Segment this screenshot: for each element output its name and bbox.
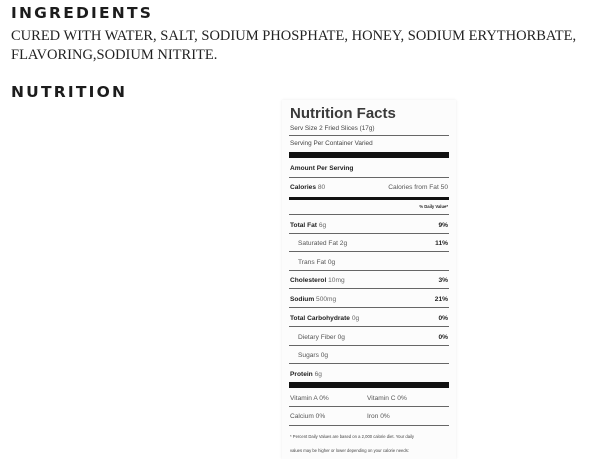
nutrient-amount: 0g: [327, 259, 336, 266]
vitamin-a: Vitamin A 0%: [290, 395, 329, 402]
divider: [289, 251, 449, 252]
amount-per-serving: Amount Per Serving: [290, 165, 354, 172]
calcium: Calcium 0%: [290, 413, 326, 420]
vitamin-c: Vitamin C 0%: [367, 395, 407, 402]
ingredients-text: CURED WITH WATER, SALT, SODIUM PHOSPHATE, HONEY, SODIUM ERYTHORBATE, FLAVORING,SODIUM NITRITE.: [11, 28, 577, 63]
nutrient-label: Sodium: [290, 296, 315, 303]
calories-from-fat-label: Calories from Fat: [388, 184, 439, 191]
divider-thick: [289, 152, 449, 158]
footnote-line-2: values may be higher or lower depending on your calorie needs:: [290, 448, 409, 453]
nutrient-row-sodium: [290, 296, 336, 303]
calories-from-fat-value: 50: [440, 184, 448, 191]
servings-per-container: Serving Per Container Varied: [290, 140, 373, 147]
nutrient-amount: 0g: [337, 334, 345, 341]
nutrient-row-cholesterol: [290, 277, 345, 284]
divider: [289, 288, 449, 289]
nutrient-label: Total Fat: [290, 222, 317, 229]
calories-from-fat: [388, 184, 448, 191]
nutrient-row-protein: [290, 371, 322, 378]
serving-size: Serv Size 2 Fried Slices (17g): [290, 125, 375, 132]
nutrient-row-trans-fat: [298, 259, 335, 266]
nutrient-amount: 2g: [339, 240, 348, 247]
divider: [289, 135, 449, 136]
divider: [289, 345, 449, 346]
nutrition-facts-title: Nutrition Facts: [290, 105, 396, 122]
nutrient-row-total-carbohydrate: [290, 315, 359, 322]
footnote-line-1: * Percent Daily Values are based on a 2,000 calorie diet. Your daily: [290, 434, 414, 439]
nutrient-dv: 21%: [434, 296, 448, 303]
divider: [289, 326, 449, 327]
nutrient-dv: 0%: [438, 334, 448, 341]
divider-mid: [289, 197, 449, 200]
nutrient-amount: 10mg: [328, 277, 345, 284]
nutrient-amount: 6g: [314, 371, 322, 378]
iron: Iron 0%: [367, 413, 390, 420]
divider-thick: [289, 382, 449, 388]
nutrition-facts-label: [282, 100, 456, 459]
calories-label: Calories: [290, 184, 317, 191]
nutrition-heading: NUTRITION: [11, 83, 128, 101]
nutrient-dv: 9%: [438, 222, 448, 229]
nutrient-label: Total Carbohydrate: [290, 315, 350, 322]
nutrient-label: Cholesterol: [290, 277, 327, 284]
nutrient-dv: 3%: [438, 277, 448, 284]
nutrient-dv: 11%: [435, 240, 448, 247]
ingredients-heading: INGREDIENTS: [11, 4, 154, 22]
calories-row: [290, 184, 325, 191]
nutrient-label: Trans Fat: [298, 259, 326, 266]
nutrient-row-dietary-fiber: [298, 334, 345, 341]
nutrient-amount: 500mg: [316, 296, 337, 303]
divider: [289, 406, 449, 407]
divider: [289, 214, 449, 215]
nutrient-row-saturated-fat: [298, 240, 347, 247]
nutrient-row-total-fat: [290, 222, 326, 229]
divider: [289, 233, 449, 234]
nutrient-amount: 6g: [318, 222, 327, 229]
divider: [289, 177, 449, 178]
nutrient-label: Sugars: [298, 352, 319, 359]
nutrient-label: Protein: [290, 371, 313, 378]
calories-value: 80: [317, 184, 326, 191]
divider: [289, 270, 449, 271]
nutrient-label: Saturated Fat: [298, 240, 338, 247]
nutrient-dv: 0%: [438, 315, 448, 322]
divider: [289, 307, 449, 308]
nutrient-label: Dietary Fiber: [298, 334, 336, 341]
nutrient-amount: 0g: [351, 315, 360, 322]
divider: [289, 425, 449, 426]
daily-value-header: % Daily Value*: [419, 204, 448, 209]
divider: [289, 363, 449, 364]
nutrient-amount: 0g: [320, 352, 329, 359]
nutrient-row-sugars: [298, 352, 328, 359]
